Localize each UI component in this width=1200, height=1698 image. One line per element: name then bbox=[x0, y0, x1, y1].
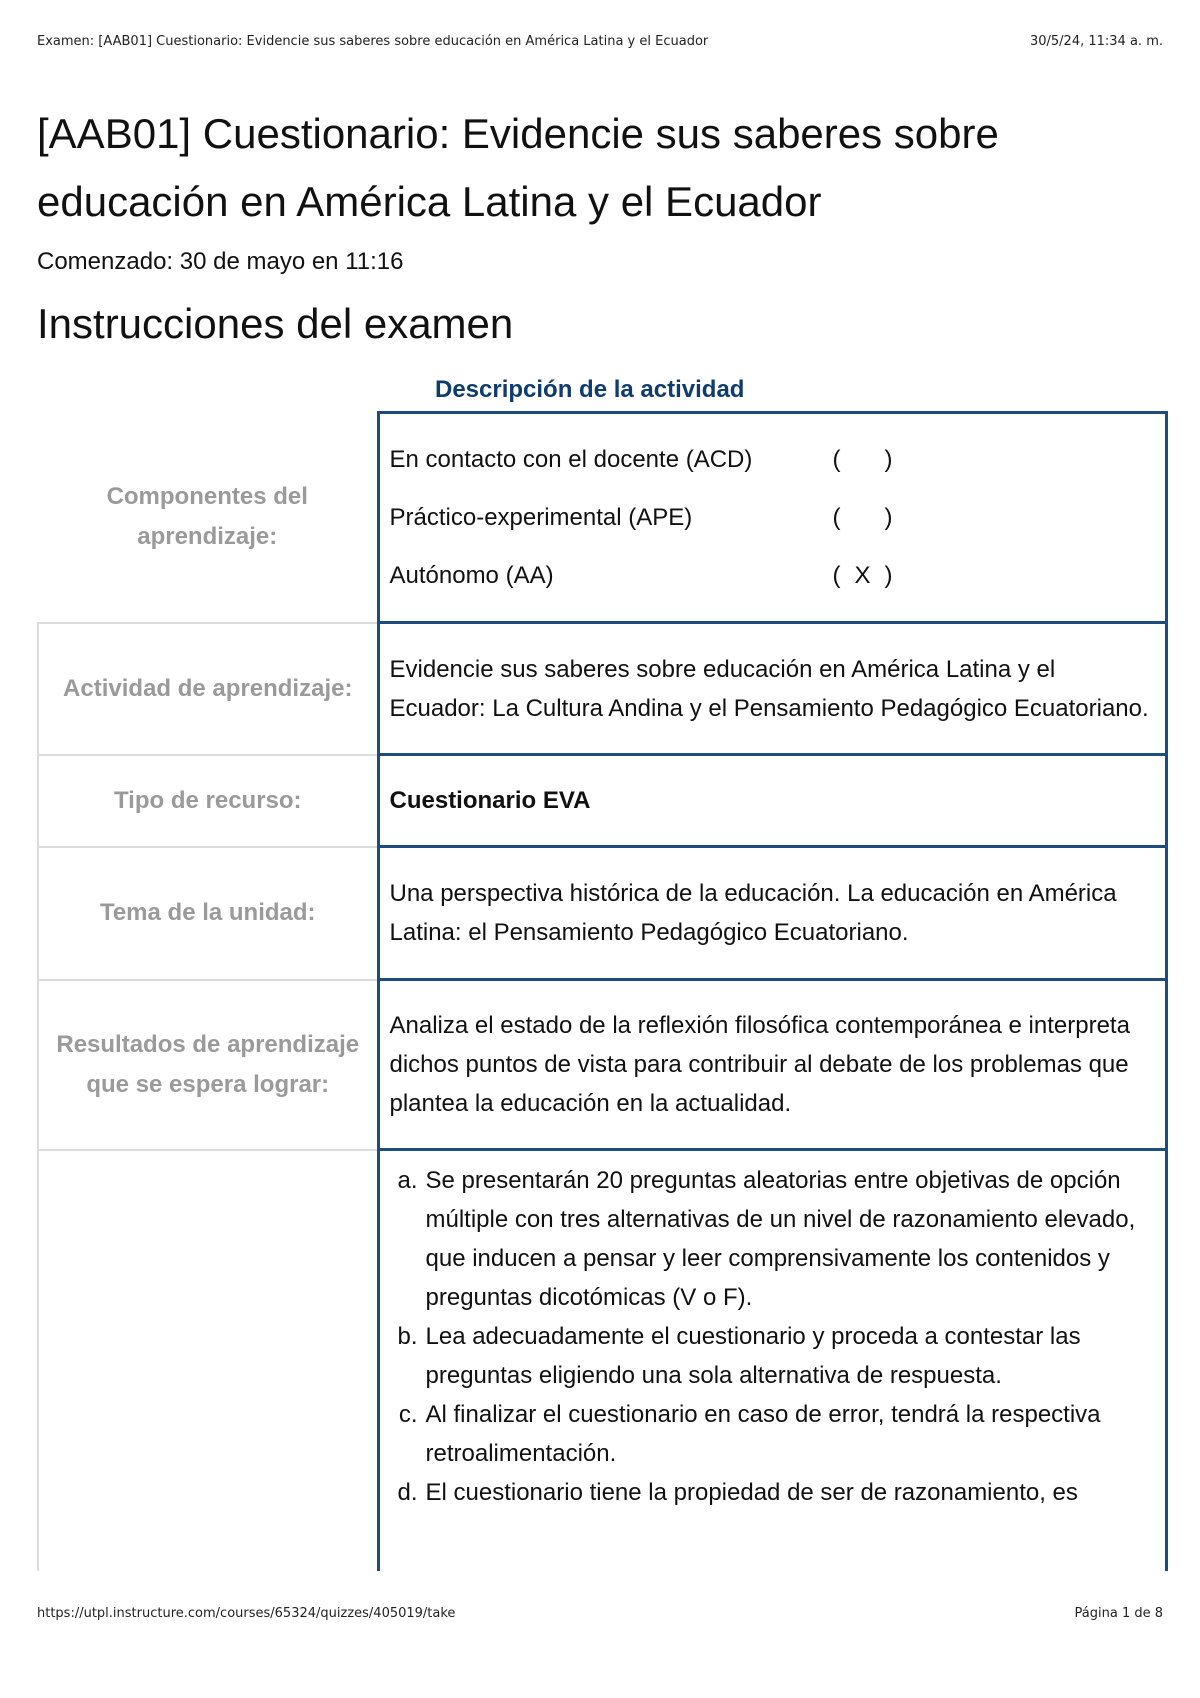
page-url: https://utpl.instructure.com/courses/65324/quizzes/405019/take bbox=[37, 1606, 456, 1621]
rules-label bbox=[38, 1150, 378, 1572]
component-name: Práctico-experimental (APE) bbox=[389, 504, 693, 531]
component-checkbox: ( ) bbox=[832, 504, 893, 531]
component-mark: X bbox=[854, 562, 871, 589]
unit-topic-label: Tema de la unidad: bbox=[38, 847, 378, 980]
list-item: c. Al finalizar el cuestionario en caso de error, tendrá la respectiva retroalimentación. bbox=[398, 1401, 1101, 1467]
activity-caption: Descripción de la actividad bbox=[435, 376, 745, 403]
print-header-datetime: 30/5/24, 11:34 a. m. bbox=[1029, 34, 1163, 49]
print-footer bbox=[37, 1606, 1163, 1621]
table-row-outcomes bbox=[38, 980, 1167, 1150]
resource-type-label: Tipo de recurso: bbox=[38, 755, 378, 847]
components-cell bbox=[378, 413, 1167, 623]
activity-description-table bbox=[37, 411, 1168, 1571]
resource-type-value: Cuestionario EVA bbox=[378, 755, 1167, 847]
component-row-ape bbox=[390, 489, 1156, 547]
page-title: [AAB01] Cuestionario: Evidencie sus saberes sobre educación en América Latina y el Ecuador bbox=[37, 110, 999, 225]
table-row-resource-type bbox=[38, 755, 1167, 847]
instructions-heading: Instrucciones del examen bbox=[37, 300, 514, 347]
components-label: Componentes del aprendizaje: bbox=[38, 413, 378, 623]
table-row-components bbox=[38, 413, 1167, 623]
component-checkbox: ( X ) bbox=[833, 556, 893, 595]
unit-topic-value: Una perspectiva histórica de la educación. La educación en América Latina: el Pensamiento Pedagógico Ecuatoriano. bbox=[378, 847, 1167, 980]
print-header-title: Examen: [AAB01] Cuestionario: Evidencie sus saberes sobre educación en América Latina y el Ecuador bbox=[37, 34, 709, 49]
component-name: En contacto con el docente (ACD) bbox=[389, 446, 753, 473]
rules-cell bbox=[378, 1150, 1167, 1572]
list-item: a. Se presentarán 20 preguntas aleatorias entre objetivas de opción múltiple con tres alternativas de un nivel de razonamiento elevado, que inducen a pensar y leer comprensivamente los contenidos y preguntas dicotómicas (V o F). bbox=[397, 1167, 1136, 1311]
list-item: d. El cuestionario tiene la propiedad de ser de razonamiento, es bbox=[397, 1479, 1078, 1506]
activity-table-container bbox=[37, 411, 1168, 1571]
outcomes-label: Resultados de aprendizaje que se espera lograr: bbox=[38, 980, 378, 1150]
rules-list bbox=[384, 1161, 1156, 1512]
print-header bbox=[37, 34, 1163, 49]
component-row-aa bbox=[390, 547, 1156, 605]
list-item: b. Lea adecuadamente el cuestionario y proceda a contestar las preguntas eligiendo una sola alternativa de respuesta. bbox=[397, 1323, 1081, 1389]
component-row-acd bbox=[390, 431, 1156, 489]
table-row-rules bbox=[38, 1150, 1167, 1572]
table-row-learning-activity bbox=[38, 623, 1167, 755]
page-number: Página 1 de 8 bbox=[1074, 1606, 1163, 1621]
component-checkbox: ( ) bbox=[832, 446, 893, 473]
started-timestamp: Comenzado: 30 de mayo en 11:16 bbox=[37, 248, 404, 275]
learning-activity-value: Evidencie sus saberes sobre educación en América Latina y el Ecuador: La Cultura Andina y el Pensamiento Pedagógico Ecuatoriano. bbox=[378, 623, 1167, 755]
outcomes-value: Analiza el estado de la reflexión filosófica contemporánea e interpreta dichos puntos de vista para contribuir al debate de los problemas que plantea la educación en la actualidad. bbox=[378, 980, 1167, 1150]
table-row-unit-topic bbox=[38, 847, 1167, 980]
learning-activity-label: Actividad de aprendizaje: bbox=[38, 623, 378, 755]
component-name: Autónomo (AA) bbox=[389, 562, 554, 589]
